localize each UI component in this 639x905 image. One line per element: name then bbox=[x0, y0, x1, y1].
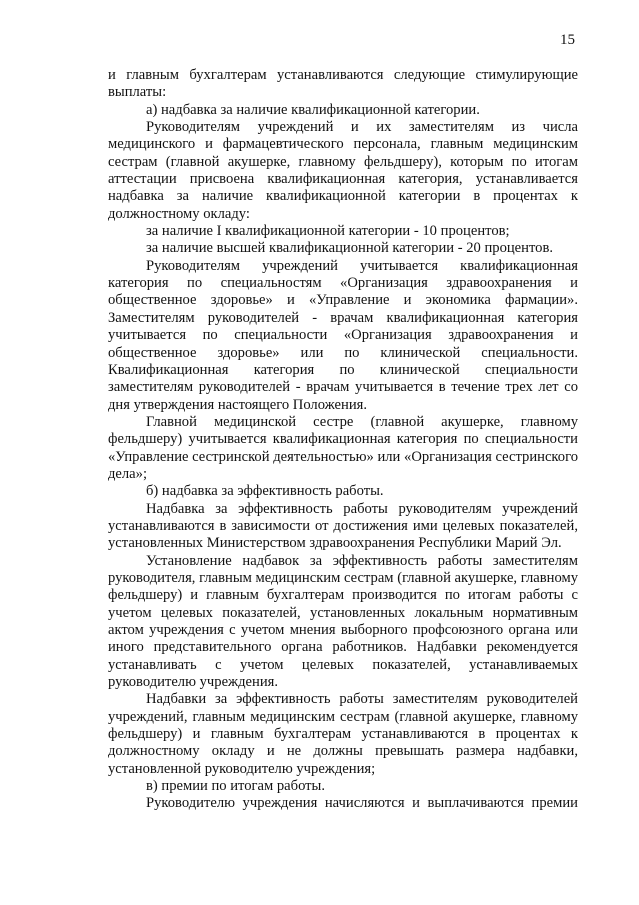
paragraph: за наличие I квалификационной категории - 10 процентов; bbox=[146, 223, 510, 240]
paragraph: а) надбавка за наличие квалификационной категории. bbox=[146, 101, 480, 118]
paragraph: и главным бухгалтерам устанавливаются следующие стимулирующие выплаты: bbox=[108, 67, 578, 101]
paragraph: Установление надбавок за эффективность работы заместителям руководителя, главным медицинским сестрам (главной акушерке, главному фельдшеру) и главным бухгалтерам производится по итогам работы с учетом целевых показателей, установленных локальным нормативным актом учреждения с учетом мнения выборного профсоюзного органа или иного представительного органа работников. Надбавки рекомендуется устанавливать с учетом целевых показателей, устанавливаемых руководителю учреждения. bbox=[108, 552, 578, 691]
paragraph: в) премии по итогам работы. bbox=[146, 778, 326, 795]
paragraph: б) надбавка за эффективность работы. bbox=[146, 483, 384, 500]
body-text bbox=[108, 67, 578, 813]
paragraph: Надбавки за эффективность работы заместителям руководителей учреждений, главным медицинским сестрам (главной акушерке, главному фельдшеру) и главным бухгалтерам устанавливаются в процентах к должностному окладу и не должны превышать размера надбавки, установленной руководителю учреждения; bbox=[108, 691, 578, 777]
paragraph: Руководителям учреждений и их заместителям из числа медицинского и фармацевтического персонала, главным медицинским сестрам (главной акушерке, главному фельдшеру), которым по итогам аттестации присвоена квалификационная категория, устанавливается надбавка за наличие квалификационной категории в процентах к должностному окладу: bbox=[108, 119, 578, 222]
page-number: 15 bbox=[560, 32, 575, 48]
paragraph: Руководителям учреждений учитывается квалификационная категория по специальностям «Организация здравоохранения и общественное здоровье» и «Управление и экономика фармации». Заместителям руководителей - врачам квалификационная категория учитывается по специальности «Организация здравоохранения и общественное здоровье» или по клинической специальности. Квалификационная категория по клинической специальности заместителям руководителей - врачам учитывается в течение трех лет со дня утверждения настоящего Положения. bbox=[108, 257, 578, 413]
paragraph: за наличие высшей квалификационной категории - 20 процентов. bbox=[146, 240, 553, 257]
paragraph: Руководителю учреждения начисляются и выплачиваются премии bbox=[146, 795, 578, 812]
paragraph: Главной медицинской сестре (главной акушерке, главному фельдшеру) учитывается квалификационная категория по специальности «Управление сестринской деятельностью» или «Организация сестринского дела»; bbox=[108, 413, 578, 482]
paragraph: Надбавка за эффективность работы руководителям учреждений устанавливаются в зависимости от достижения ими целевых показателей, установленных Министерством здравоохранения Республики Марий Эл. bbox=[108, 500, 578, 552]
